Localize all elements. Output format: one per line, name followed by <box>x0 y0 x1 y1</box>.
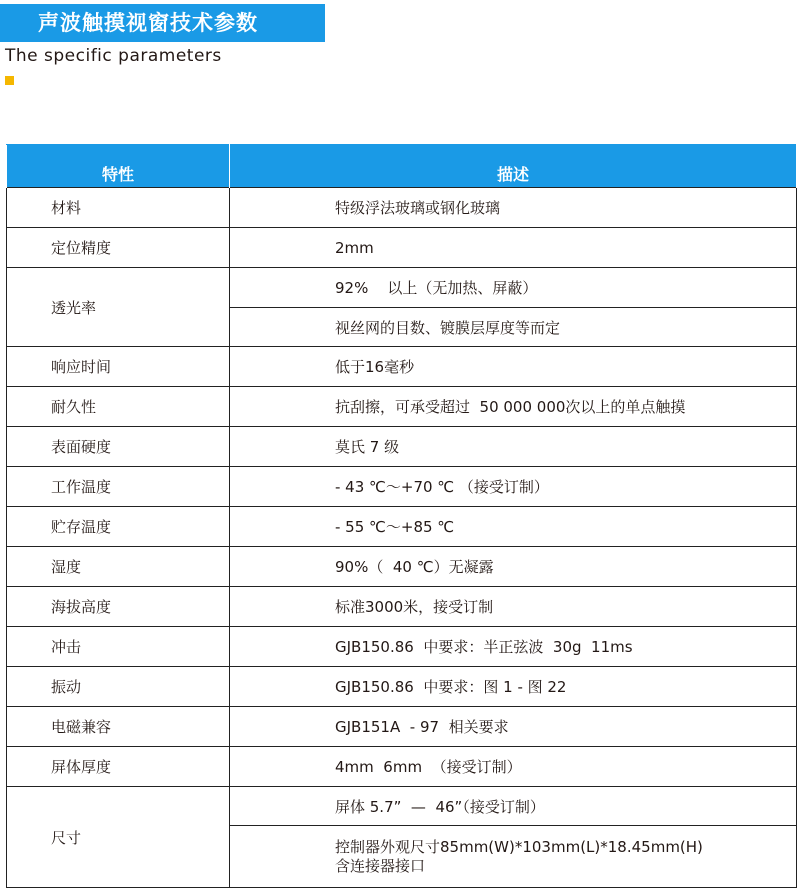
property-label: 贮存温度 <box>7 507 230 547</box>
property-label: 湿度 <box>7 547 230 587</box>
property-value: - 55 ℃～+85 ℃ <box>230 507 797 547</box>
parameters-table <box>6 144 797 888</box>
property-value: 90%（ 40 ℃）无凝露 <box>230 547 797 587</box>
property-value: 标准3000米，接受订制 <box>230 587 797 627</box>
property-label: 表面硬度 <box>7 427 230 467</box>
page-title: 声波触摸视窗技术参数 <box>38 11 258 35</box>
table-row <box>7 587 797 627</box>
table-header-row <box>7 145 797 188</box>
property-value: GJB150.86 中要求：图 1 - 图 22 <box>230 667 797 707</box>
property-label: 海拔高度 <box>7 587 230 627</box>
property-value: 低于16毫秒 <box>230 347 797 387</box>
property-value: 莫氏 7 级 <box>230 427 797 467</box>
property-label: 电磁兼容 <box>7 707 230 747</box>
property-label: 透光率 <box>7 268 230 347</box>
property-label: 尺寸 <box>7 787 230 888</box>
table-row <box>7 507 797 547</box>
property-value: GJB150.86 中要求：半正弦波 30g 11ms <box>230 627 797 667</box>
property-label: 冲击 <box>7 627 230 667</box>
property-value: 视丝网的目数、镀膜层厚度等而定 <box>230 308 797 347</box>
page-subtitle: The specific parameters <box>5 46 222 66</box>
property-label: 振动 <box>7 667 230 707</box>
property-value: GJB151A - 97 相关要求 <box>230 707 797 747</box>
table-row <box>7 787 797 826</box>
property-label: 定位精度 <box>7 228 230 268</box>
table-row <box>7 627 797 667</box>
property-value-line: 控制器外观尺寸85mm(W)*103mm(L)*18.45mm(H) <box>335 837 703 856</box>
table-row <box>7 347 797 387</box>
property-label: 材料 <box>7 188 230 228</box>
table-row <box>7 747 797 787</box>
property-value: - 43 ℃～+70 ℃ （接受订制） <box>230 467 797 507</box>
table-row <box>7 188 797 228</box>
property-value <box>230 826 797 888</box>
property-value: 抗刮擦，可承受超过 50 000 000次以上的单点触摸 <box>230 387 797 427</box>
table-row <box>7 467 797 507</box>
property-value: 屏体 5.7” — 46”（接受订制） <box>230 787 797 826</box>
property-value: 92% 以上（无加热、屏蔽） <box>230 268 797 308</box>
property-value: 特级浮法玻璃或钢化玻璃 <box>230 188 797 228</box>
property-value: 4mm 6mm （接受订制） <box>230 747 797 787</box>
table-row <box>7 228 797 268</box>
table-row <box>7 387 797 427</box>
property-label: 屏体厚度 <box>7 747 230 787</box>
table-row <box>7 427 797 467</box>
table-row <box>7 268 797 308</box>
column-header-description: 描述 <box>230 145 797 188</box>
table-row <box>7 667 797 707</box>
table-row <box>7 547 797 587</box>
property-label: 耐久性 <box>7 387 230 427</box>
column-header-property: 特性 <box>7 145 230 188</box>
property-value: 2mm <box>230 228 797 268</box>
accent-marker <box>5 76 14 85</box>
table-row <box>7 707 797 747</box>
property-label: 工作温度 <box>7 467 230 507</box>
property-value-line: 含连接器接口 <box>335 856 426 875</box>
property-label: 响应时间 <box>7 347 230 387</box>
